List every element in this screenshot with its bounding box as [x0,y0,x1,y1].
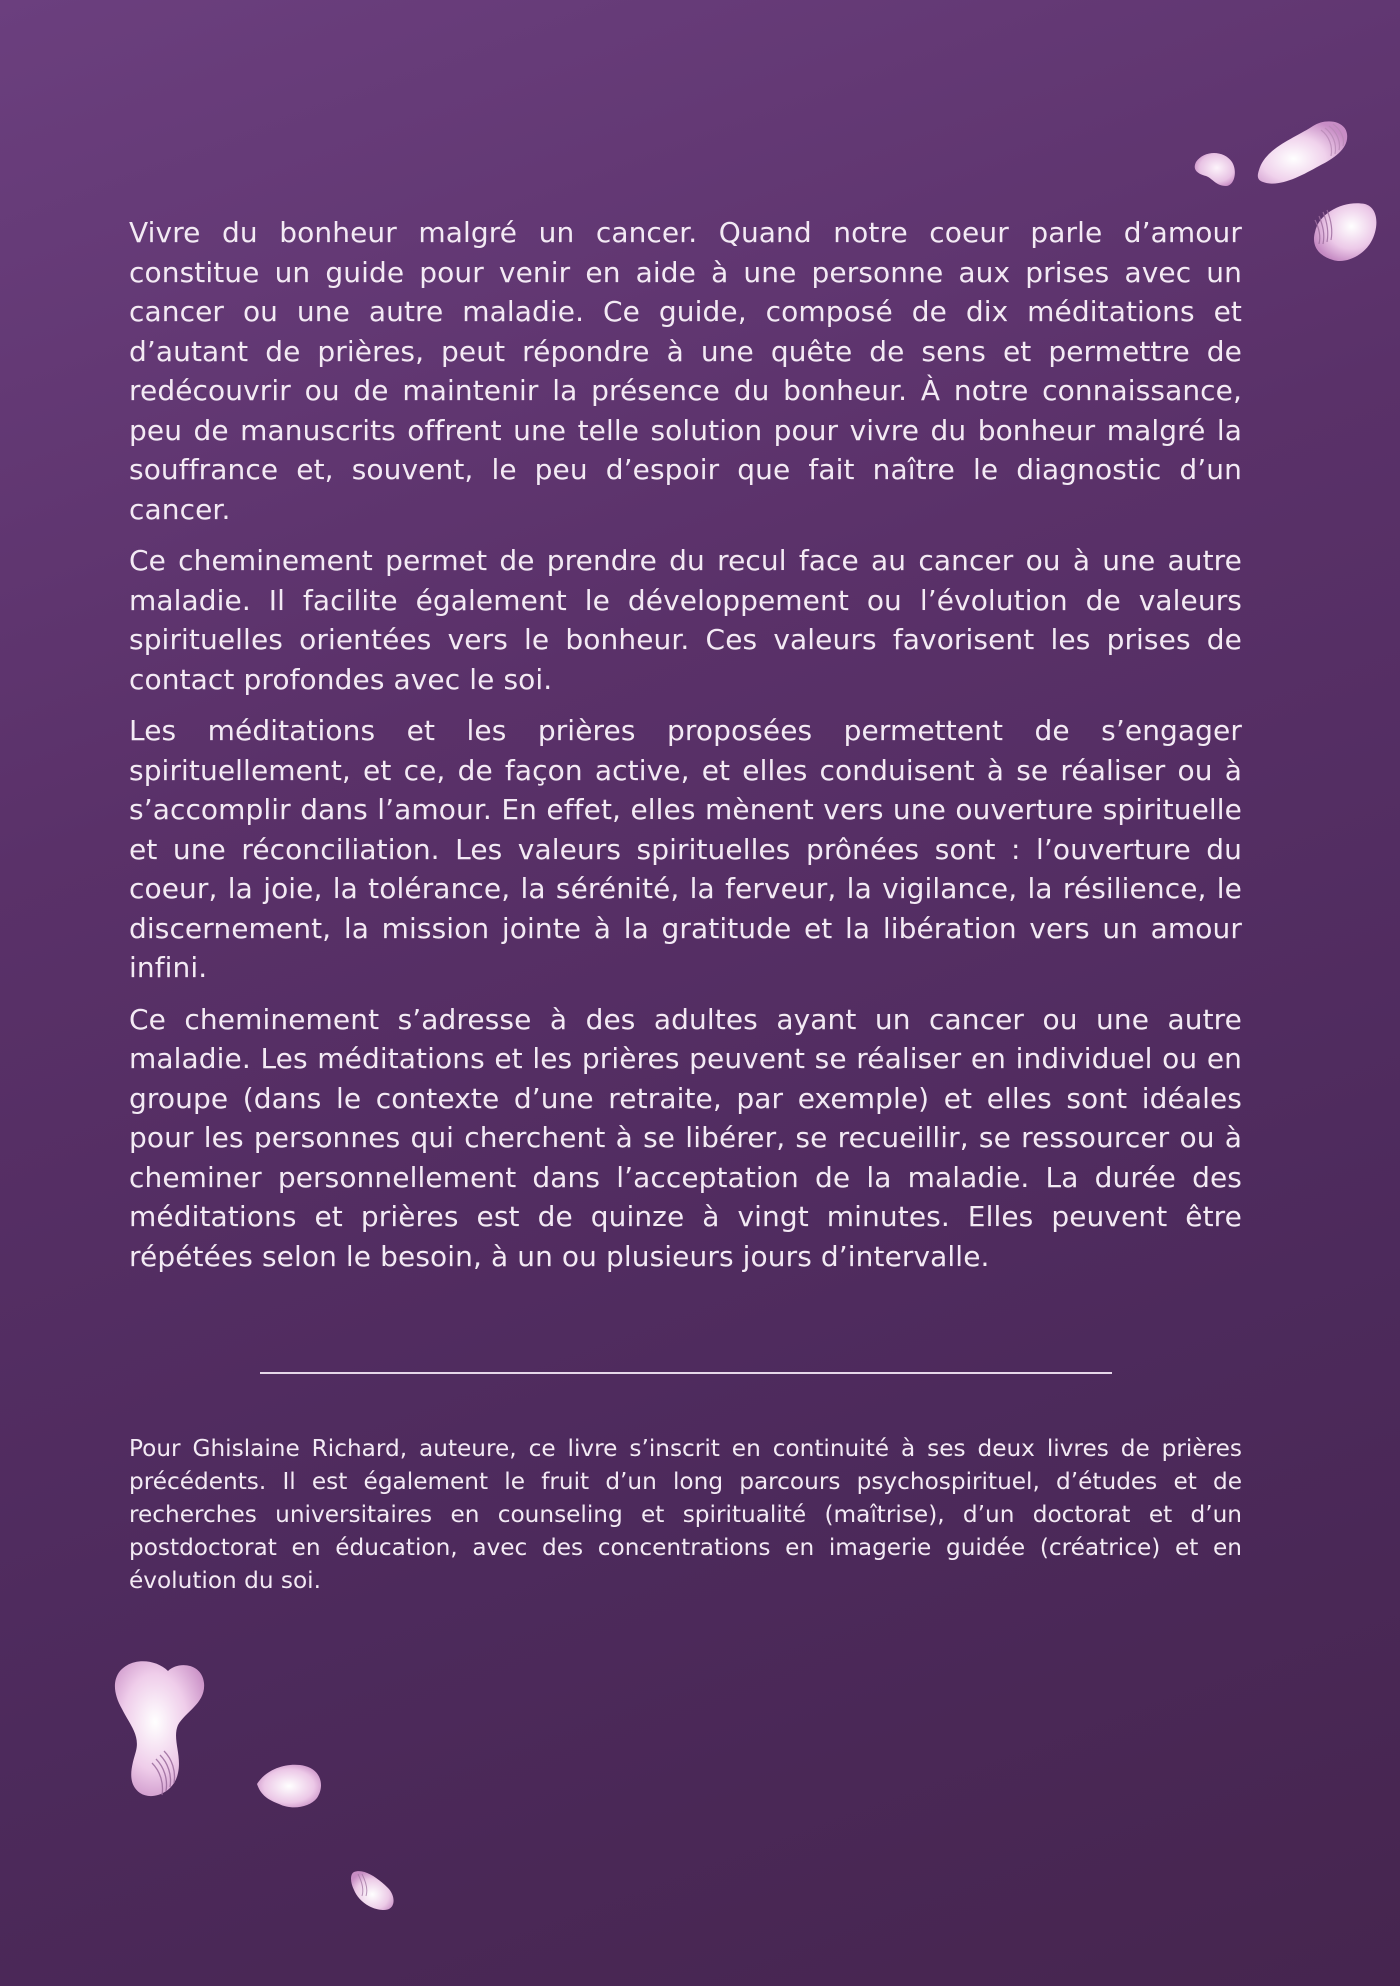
flower-petal-icon [1305,198,1380,266]
author-bio: Pour Ghislaine Richard, auteure, ce livre s’inscrit en continuité à ses deux livres de prières précédents. Il est également le fruit d’un long parcours psychospirituel, d’études et de recherches universitaires en counseling et spiritualité (maîtrise), d’un doctorat et d’un postdoctorat en éducation, avec des concentrations en imagerie guidée (créatrice) et en évolution du soi. [129,1435,1242,1594]
summary-text [129,213,1242,1288]
summary-paragraph-1: Vivre du bonheur malgré un cancer. Quand notre coeur parle d’amour constitue un guide pour venir en aide à une personne aux prises avec un cancer ou une autre maladie. Ce guide, composé de dix méditations et d’autant de prières, peut répondre à une quête de sens et permettre de redécouvrir ou de maintenir la présence du bonheur. À notre connaissance, peu de manuscrits offrent une telle solution pour vivre du bonheur malgré la souffrance et, souvent, le peu d’espoir que fait naître le diagnostic d’un cancer. [129,216,1242,526]
flower-petal-icon [255,1762,325,1810]
summary-paragraph-3: Les méditations et les prières proposées permettent de s’engager spirituellement, et ce, de façon active, et elles conduisent à se réaliser ou à s’accomplir dans l’amour. En effet, elles mènent vers une ouverture spirituelle et une réconciliation. Les valeurs spirituelles prônées sont : l’ouverture du coeur, la joie, la tolérance, la sérénité, la ferveur, la vigilance, la résilience, le discernement, la mission jointe à la gratitude et la libération vers un amour infini. [129,714,1242,984]
summary-paragraph-2: Ce cheminement permet de prendre du recul face au cancer ou à une autre maladie. Il facilite également le développement ou l’évolution de valeurs spirituelles orientées vers le bonheur. Ces valeurs favorisent les prises de contact profondes avec le soi. [129,544,1242,696]
flower-petal-icon [1255,118,1351,190]
flower-petal-icon [348,1866,398,1914]
summary-paragraph-4: Ce cheminement s’adresse à des adultes ayant un cancer ou une autre maladie. Les méditations et les prières peuvent se réaliser en individuel ou en groupe (dans le contexte d’une retraite, par exemple) et elles sont idéales pour les personnes qui cherchent à se libérer, se recueillir, se ressourcer ou à cheminer personnellement dans l’acceptation de la maladie. La durée des méditations et prières est de quinze à vingt minutes. Elles peuvent être répétées selon le besoin, à un ou plusieurs jours d’intervalle. [129,1002,1242,1273]
flower-petal-icon [1190,148,1240,190]
divider-line [260,1372,1112,1374]
flower-petal-icon [112,1655,212,1805]
